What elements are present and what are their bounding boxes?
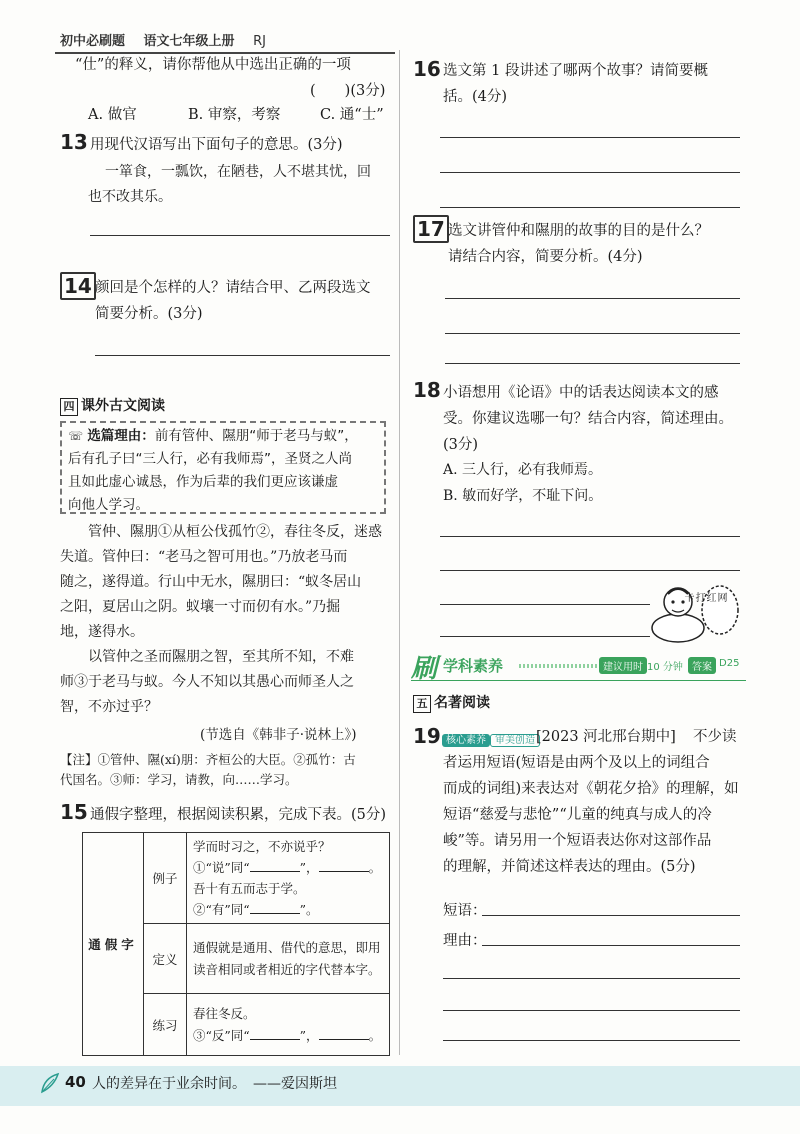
q12-option-c: C. 通“士” [320, 107, 384, 123]
reason-line-2: 后有孔子曰“三人行，必有我师焉”，圣贤之人尚 [68, 451, 352, 467]
banner-title: 学科素养 [443, 657, 504, 675]
q14-number-box: 14 [60, 272, 96, 300]
q15-text: 通假字整理，根据阅读积累，完成下表。(5分) [90, 807, 387, 823]
table-example-label: 例子 [144, 833, 187, 924]
reason-line-4: 向他人学习。 [68, 497, 149, 513]
q16-answer-line-3[interactable] [440, 207, 740, 208]
reason-answer-line-1[interactable] [482, 945, 740, 946]
q18-line-2: 受。你建议选哪一句？结合内容，简述理由。 [443, 411, 733, 427]
q13-text: 用现代汉语写出下面句子的意思。(3分) [90, 137, 343, 153]
reason-label: 理由： [443, 933, 487, 949]
passage-line: 师③于老马与蚁。今人不知以其愚心而师圣人之 [60, 674, 354, 690]
phone-icon: ☏ [68, 429, 84, 443]
q19-source: [2023 河北邢台期中] [536, 729, 676, 745]
phrase-answer-line[interactable] [482, 915, 740, 916]
pr2-prefix: ③“反”同“ [193, 1027, 250, 1043]
blank-input[interactable] [319, 859, 369, 872]
table-row-head: 通假字 [83, 833, 144, 1056]
q17-line-2: 请结合内容，简要分析。(4分) [448, 249, 643, 265]
ex2-mid: ”， [299, 860, 319, 875]
passage-line: 管仲、隰朋①从桓公伐孤竹②，春往冬反，迷惑 [88, 524, 382, 540]
cartoon-caption-text: 网红打卡 [682, 592, 726, 602]
definition-2: 读音相同或者相近的字代替本字。 [193, 961, 381, 977]
section-4-title: 课外古文阅读 [81, 398, 165, 414]
q17-line-1: 选文讲管仲和隰朋的故事的目的是什么？ [448, 223, 709, 239]
reason-line-3: 且如此虚心诚恳，作为后辈的我们更应该谦虚 [68, 474, 338, 490]
passage-line: 之阳，夏居山之阴。蚁壤一寸而仞有水。”乃掘 [60, 599, 341, 615]
table-definition-cell [187, 924, 390, 994]
q17-answer-line-3[interactable] [445, 363, 740, 364]
q18-option-a: A. 三人行，必有我师焉。 [443, 462, 603, 478]
ex4-end: ”。 [299, 902, 319, 917]
book-title: 初中必刷题 [60, 34, 126, 49]
classical-passage [60, 520, 390, 720]
ex2-prefix: ①“说”同“ [193, 860, 250, 875]
q19-tags [442, 728, 540, 747]
blank-input[interactable] [250, 859, 300, 872]
q18-line-3: (3分) [443, 437, 479, 453]
blank-input[interactable] [319, 1027, 369, 1040]
q16-line-1: 选文第 1 段讲述了哪两个故事？请简要概 [443, 63, 708, 79]
passage-line: 失道。管仲曰：“老马之智可用也。”乃放老马而 [60, 549, 348, 565]
cartoon-mascot-icon [650, 580, 745, 645]
subject-title: 语文七年级上册 [143, 34, 235, 49]
passage-line: 智，不亦过乎？ [60, 699, 158, 715]
q18-answer-line-3[interactable] [440, 604, 650, 605]
q18-number: 18 [413, 378, 441, 402]
time-value: 10 分钟 [647, 662, 683, 673]
skills-banner [411, 652, 746, 684]
section-5-title: 名著阅读 [434, 695, 490, 711]
reason-answer-line-3[interactable] [443, 1010, 740, 1011]
selection-reason-box [60, 421, 386, 514]
pr2-mid: ”， [299, 1027, 319, 1043]
reason-line-1: 前有管仲、隰朋“师于老马与蚁”， [154, 428, 358, 444]
q12-text: “仕”的释义，请你帮他从中选出正确的一项 [75, 57, 351, 73]
q12-option-b: B. 审察，考察 [188, 107, 281, 123]
q17-number-box: 17 [413, 215, 449, 243]
tag-aesthetic: 审美创造 [490, 734, 540, 747]
reason-answer-line-2[interactable] [443, 978, 740, 979]
table-practice-cell [187, 994, 390, 1056]
practice-2 [193, 1025, 383, 1047]
blank-input[interactable] [250, 901, 300, 914]
banner-dots [519, 664, 599, 668]
definition-1: 通假就是通用、借代的意思，即用 [193, 939, 381, 955]
footer-quote: 人的差异在于业余时间。 ——爱因斯坦 [92, 1076, 337, 1092]
time-label: 建议用时 [599, 657, 647, 674]
example-2 [193, 857, 383, 878]
q19-number: 19 [413, 724, 441, 748]
running-header [60, 30, 280, 49]
table-example-cell [187, 833, 390, 924]
q13-answer-line[interactable] [90, 235, 390, 236]
q18-line-1: 小语想用《论语》中的话表达阅读本文的感 [443, 385, 719, 401]
passage-line: 地，遂得水。 [60, 624, 144, 640]
ex4-prefix: ②“有”同“ [193, 902, 250, 917]
page-number: 40 [65, 1073, 86, 1091]
q19-line-2: 者运用短语(短语是由两个及以上的词组合 [443, 755, 710, 771]
passage-source: (节选自《韩非子·说林上》) [200, 727, 357, 743]
leaf-icon [38, 1070, 62, 1096]
q16-answer-line-2[interactable] [440, 172, 740, 173]
pr2-end: 。 [368, 1027, 382, 1043]
q18-answer-line-1[interactable] [440, 536, 740, 537]
column-divider [399, 50, 400, 1055]
q14-line-1: 颜回是个怎样的人？请结合甲、乙两段选文 [95, 280, 371, 296]
tongjia-table [82, 832, 390, 1056]
section-4-heading [60, 395, 165, 416]
q19-line-5: 峻”等。请另用一个短语表达你对这部作品 [443, 833, 712, 849]
q19-line-4: 短语“慈爱与悲怆”“儿童的纯真与成人的冷 [443, 807, 712, 823]
practice-1: 春往冬反。 [193, 1005, 256, 1021]
section-4-number: 四 [60, 398, 78, 416]
q13-number: 13 [60, 130, 88, 154]
passage-line: 随之，遂得道。行山中无水，隰朋曰：“蚁冬居山 [60, 574, 362, 590]
q15-number: 15 [60, 800, 88, 824]
tag-core-literacy: 核心素养 [442, 734, 490, 747]
q17-number [413, 217, 449, 241]
reason-answer-line-4[interactable] [443, 1040, 740, 1041]
q12-bracket: ( )(3分) [310, 83, 386, 99]
q13-quote-1: 一箪食，一瓢饮，在陋巷，人不堪其忧，回 [105, 164, 371, 180]
q16-answer-line-1[interactable] [440, 137, 740, 138]
phrase-label: 短语： [443, 903, 487, 919]
q19-line-6: 的理解，并简述这样表达的理由。(5分) [443, 859, 696, 875]
q14-number [60, 274, 96, 298]
answer-ref: D25 [719, 658, 740, 669]
q18-answer-line-2[interactable] [440, 570, 740, 571]
q18-answer-line-4[interactable] [440, 636, 650, 637]
q16-number: 16 [413, 57, 441, 81]
passage-line: 以管仲之圣而隰朋之智，至其所不知，不难 [88, 649, 354, 665]
example-4 [193, 899, 383, 920]
example-3: 吾十有五而志于学。 [193, 881, 306, 896]
answer-label: 答案 [688, 657, 716, 674]
q17-answer-line-2[interactable] [445, 333, 740, 334]
blank-input[interactable] [250, 1027, 300, 1040]
banner-rule [411, 680, 746, 681]
annotation-line-2: 代国名。③师：学习，请教，向……学习。 [60, 772, 298, 787]
table-definition-label: 定义 [144, 924, 187, 994]
section-5-number: 五 [413, 695, 431, 713]
banner-big-char: 刷 [411, 654, 438, 684]
q17-answer-line-1[interactable] [445, 298, 740, 299]
table-practice-label: 练习 [144, 994, 187, 1056]
ex2-end: 。 [368, 860, 382, 875]
q12-stem-continued [75, 52, 351, 78]
q19-line-1: 不少读 [693, 729, 737, 745]
annotation-line-1: 【注】①管仲、隰(xí)朋：齐桓公的大臣。②孤竹：古 [60, 752, 356, 767]
q13-quote-2: 也不改其乐。 [88, 189, 172, 205]
q12-option-a: A. 做官 [88, 107, 137, 123]
q14-line-2: 简要分析。(3分) [95, 306, 203, 322]
q14-answer-line[interactable] [95, 355, 390, 356]
edition-label: RJ [253, 34, 266, 49]
reason-label: 选篇理由： [87, 428, 155, 444]
example-1: 学而时习之，不亦说乎？ [193, 839, 331, 854]
section-5-heading [413, 692, 490, 713]
q19-line-3: 而成的词组)来表达对《朝花夕拾》的理解，如 [443, 781, 739, 797]
q16-line-2: 括。(4分) [443, 89, 508, 105]
q18-option-b: B. 敏而好学，不耻下问。 [443, 488, 603, 504]
